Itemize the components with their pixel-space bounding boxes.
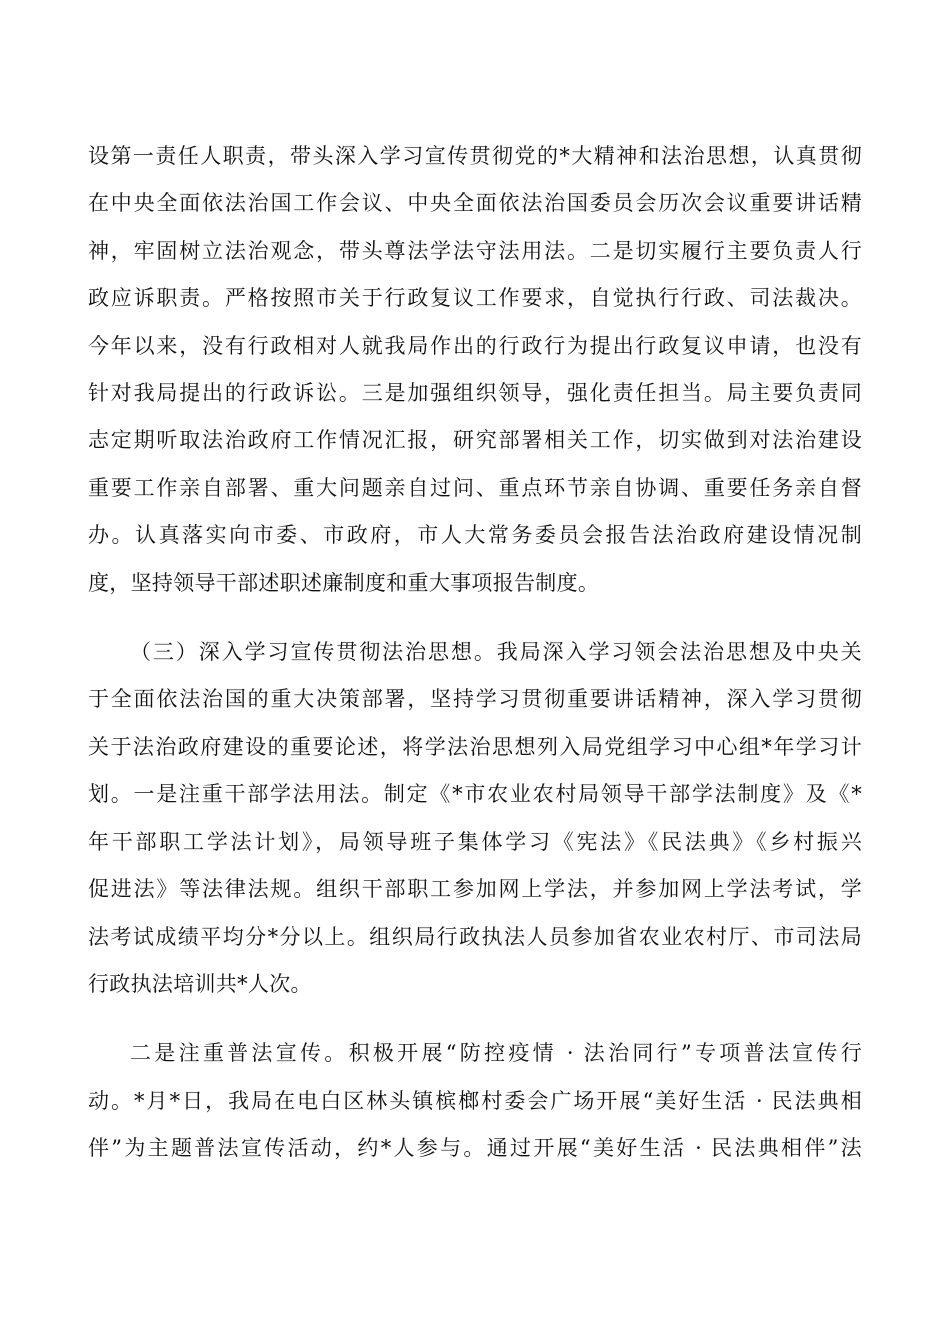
text-line: 志定期听取法治政府工作情况汇报，研究部署相关工作，切实做到对法治建设 xyxy=(88,428,862,453)
text-line: 政应诉职责。严格按照市关于行政复议工作要求，自觉执行行政、司法裁决。 xyxy=(88,286,862,311)
text-line: 动。*月*日，我局在电白区林头镇槟榔村委会广场开展“美好生活 · 民法典相 xyxy=(88,1088,862,1113)
paragraph-spacer xyxy=(88,607,862,629)
text-line: 度，坚持领导干部述职述廉制度和重大事项报告制度。 xyxy=(88,570,600,595)
paragraph-spacer xyxy=(88,1008,862,1030)
text-line: 今年以来，没有行政相对人就我局作出的行政行为提出行政复议申请，也没有 xyxy=(88,333,862,358)
text-line: 关于法治政府建设的重要论述，将学法治思想列入局党组学习中心组*年学习计 xyxy=(88,734,862,759)
text-line: 二是注重普法宣传。积极开展“防控疫情 · 法治同行”专项普法宣传行 xyxy=(130,1041,862,1066)
paragraph-1 xyxy=(88,133,862,607)
paragraph-3 xyxy=(88,1030,862,1172)
text-line: 神，牢固树立法治观念，带头尊法学法守法用法。二是切实履行主要负责人行 xyxy=(88,238,862,263)
text-line: 伴”为主题普法宣传活动，约*人参与。通过开展“美好生活 · 民法典相伴”法 xyxy=(88,1136,862,1161)
text-line: 划。一是注重干部学法用法。制定《*市农业农村局领导干部学法制度》及《* xyxy=(88,782,862,807)
text-line: 设第一责任人职责，带头深入学习宣传贯彻党的*大精神和法治思想，认真贯彻 xyxy=(88,144,862,168)
text-line: 针对我局提出的行政诉讼。三是加强组织领导，强化责任担当。局主要负责同 xyxy=(88,381,862,406)
text-line: 于全面依法治国的重大决策部署，坚持学习贯彻重要讲话精神，深入学习贯彻 xyxy=(88,687,862,712)
text-line: 年干部职工学法计划》，局领导班子集体学习《宪法》《民法典》《乡村振兴 xyxy=(88,829,862,854)
text-line: 行政执法培训共*人次。 xyxy=(88,971,312,996)
text-line: 法考试成绩平均分*分以上。组织局行政执法人员参加省农业农村厅、市司法局 xyxy=(88,924,862,949)
text-line: 促进法》等法律法规。组织干部职工参加网上学法，并参加网上学法考试，学 xyxy=(88,877,862,902)
paragraph-2 xyxy=(88,629,862,1008)
text-line: 重要工作亲自部署、重大问题亲自过问、重点环节亲自协调、重要任务亲自督 xyxy=(88,475,862,500)
text-line: 在中央全面依法治国工作会议、中央全面依法治国委员会历次会议重要讲话精 xyxy=(88,191,862,216)
text-line: 办。认真落实向市委、市政府，市人大常务委员会报告法治政府建设情况制 xyxy=(88,523,862,548)
document-body xyxy=(88,133,862,1173)
text-line: （三）深入学习宣传贯彻法治思想。我局深入学习领会法治思想及中央关 xyxy=(130,640,862,665)
